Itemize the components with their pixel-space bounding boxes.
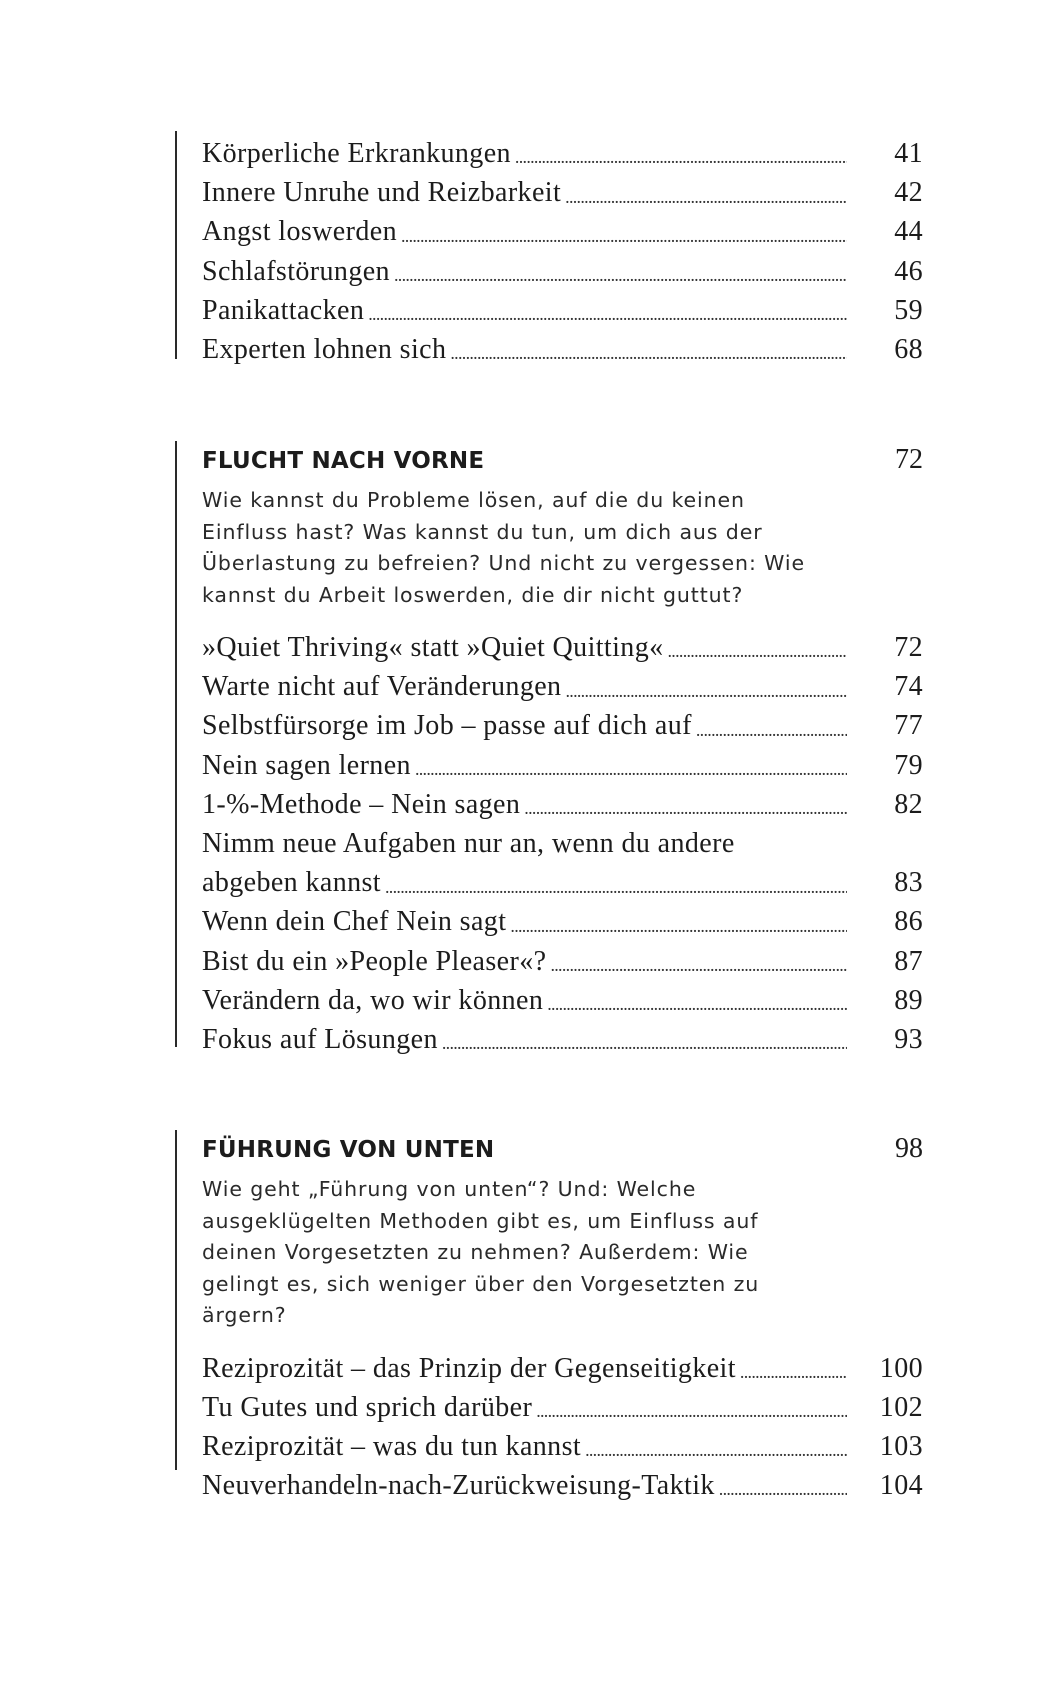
- toc-entry-page: 42: [894, 177, 923, 209]
- chapter-title: FLUCHT NACH VORNE: [202, 448, 485, 474]
- toc-entry-page: 89: [894, 984, 923, 1016]
- toc-entry[interactable]: [177, 1350, 925, 1389]
- toc-section-3: [175, 1130, 925, 1502]
- leader-dots: [547, 983, 847, 1022]
- toc-entry[interactable]: [177, 331, 925, 370]
- toc-entry-title: Bist du ein »People Pleaser«?: [202, 945, 547, 977]
- toc-entry-title: Körperliche Erkrankungen: [202, 138, 511, 169]
- toc-entry[interactable]: [177, 1021, 925, 1060]
- toc-entry-page: 103: [879, 1430, 923, 1462]
- toc-entry-page: 72: [894, 632, 923, 663]
- toc-entry-title: Reziprozität – was du tun kannst: [202, 1430, 582, 1462]
- chapter-summary: Wie geht „Führung von unten“? Und: Welche ausgeklügelten Methoden gibt es, um Einfluss auf deinen Vorgesetzten zu nehmen? Außerdem: Wie gelingt es, sich weniger über den Vorgesetzten zu ärgern?: [202, 1177, 760, 1327]
- toc-entry-title: Schlafstörungen: [202, 255, 390, 287]
- toc-entry[interactable]: [177, 943, 925, 982]
- toc-entry[interactable]: [177, 786, 925, 825]
- leader-dots: [565, 670, 847, 709]
- toc-entry-page: 77: [894, 710, 923, 742]
- leader-dots: [565, 176, 847, 215]
- toc-entry-title: Neuverhandeln-nach-Zurückweisung-Taktik: [202, 1470, 715, 1502]
- leader-dots: [415, 748, 847, 787]
- toc-entry-page: 93: [894, 1023, 923, 1055]
- toc-entry-title: Nimm neue Aufgaben nur an, wenn du andere: [202, 827, 735, 859]
- toc-entry-page: 46: [894, 255, 923, 287]
- toc-entry-title: Nein sagen lernen: [202, 749, 411, 781]
- toc-entry-title: »Quiet Thriving« statt »Quiet Quitting«: [202, 632, 664, 663]
- toc-entry-title: 1-%-Methode – Nein sagen: [202, 788, 521, 820]
- toc-entry-page: 104: [879, 1470, 923, 1502]
- toc-entry-title: Tu Gutes und sprich darüber: [202, 1391, 533, 1423]
- toc-entry-page: 59: [894, 294, 923, 326]
- leader-dots: [536, 1390, 847, 1429]
- toc-entry-title: Panikattacken: [202, 294, 365, 326]
- toc-entry-title-continued: abgeben kannst: [202, 867, 381, 899]
- leader-dots: [368, 293, 847, 332]
- toc-entry-page: 87: [894, 945, 923, 977]
- toc-entry-title: Angst loswerden: [202, 216, 397, 248]
- leader-dots: [385, 866, 847, 905]
- toc-entry-page: 74: [894, 671, 923, 703]
- toc-entry-page: 100: [879, 1352, 923, 1384]
- toc-entry[interactable]: [177, 292, 925, 331]
- toc-entry[interactable]: [177, 668, 925, 707]
- leader-dots: [719, 1468, 847, 1507]
- toc-entry[interactable]: [177, 1428, 925, 1467]
- toc-entry-continued[interactable]: [177, 864, 925, 903]
- leader-dots: [696, 709, 847, 748]
- leader-dots: [442, 1022, 847, 1061]
- chapter-summary: Wie kannst du Probleme lösen, auf die du keinen Einfluss hast? Was kannst du tun, um dich aus der Überlastung zu befreien? Und nicht zu vergessen: Wie kannst du Arbeit loswerden, die dir nicht guttut?: [202, 488, 806, 607]
- leader-dots: [550, 944, 847, 983]
- toc-section-2: [175, 441, 925, 1055]
- toc-entry[interactable]: [177, 825, 925, 864]
- toc-entry-page: 83: [894, 867, 923, 899]
- toc-entry-page: 79: [894, 749, 923, 781]
- toc-entry[interactable]: [177, 213, 925, 252]
- leader-dots: [401, 215, 847, 254]
- toc-entry-page: 102: [879, 1391, 923, 1423]
- leader-dots: [500, 1135, 847, 1157]
- chapter-title: FÜHRUNG VON UNTEN: [202, 1137, 495, 1163]
- chapter-page: 72: [895, 444, 923, 475]
- toc-entry-title: Selbstfürsorge im Job – passe auf dich auf: [202, 710, 692, 742]
- leader-dots: [585, 1429, 847, 1468]
- chapter-heading[interactable]: [177, 1130, 925, 1169]
- toc-entry-page: 44: [894, 216, 923, 248]
- leader-dots: [450, 332, 847, 371]
- leader-dots: [510, 905, 847, 944]
- toc-section-1: [175, 131, 925, 365]
- leader-dots: [668, 630, 848, 669]
- toc-entry-page: 82: [894, 788, 923, 820]
- leader-dots: [490, 446, 847, 468]
- chapter-page: 98: [895, 1133, 923, 1164]
- leader-dots: [394, 254, 847, 293]
- toc-entry-title: Experten lohnen sich: [202, 333, 447, 365]
- toc-entry[interactable]: [177, 174, 925, 213]
- toc-entry[interactable]: [177, 135, 925, 174]
- toc-entry[interactable]: [177, 903, 925, 942]
- chapter-heading[interactable]: [177, 441, 925, 480]
- leader-dots: [515, 136, 847, 175]
- toc-entry[interactable]: [177, 982, 925, 1021]
- toc-entry[interactable]: [177, 629, 925, 668]
- toc-entry-title: Verändern da, wo wir können: [202, 984, 544, 1016]
- toc-entry[interactable]: [177, 1389, 925, 1428]
- toc-entry-page: 86: [894, 906, 923, 938]
- toc-entry-title: Wenn dein Chef Nein sagt: [202, 906, 507, 938]
- toc-entry-title: Innere Unruhe und Reizbarkeit: [202, 177, 562, 209]
- toc-entry-page: 68: [894, 333, 923, 365]
- toc-entry-title: Warte nicht auf Veränderungen: [202, 671, 562, 703]
- toc-entry[interactable]: [177, 747, 925, 786]
- toc-entry-title: Fokus auf Lösungen: [202, 1023, 438, 1055]
- leader-dots: [524, 787, 847, 826]
- toc-entry-title: Reziprozität – das Prinzip der Gegenseitigkeit: [202, 1352, 736, 1384]
- toc-entry-page: 41: [894, 138, 923, 169]
- toc-entry[interactable]: [177, 253, 925, 292]
- leader-dots: [740, 1351, 847, 1390]
- toc-entry[interactable]: [177, 707, 925, 746]
- toc-entry[interactable]: [177, 1467, 925, 1506]
